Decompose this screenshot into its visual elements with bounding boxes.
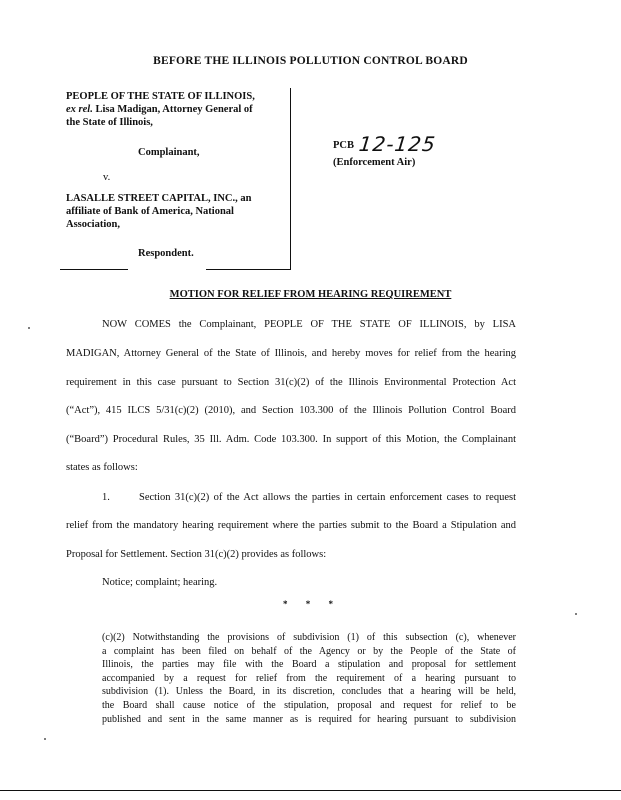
case-number-handwritten: 12-125 <box>357 132 438 156</box>
caption-divider-vertical <box>290 88 291 270</box>
complainant-name: PEOPLE OF THE STATE OF ILLINOIS, <box>66 91 255 102</box>
page-bottom-rule <box>0 790 621 791</box>
intro-line: (“Act”), 415 ILCS 5/31(c)(2) (2010), and Section 103.300 of the Illinois Pollution Control Board <box>66 405 516 416</box>
complainant-role: Complainant, <box>138 147 200 158</box>
case-prefix: PCB <box>333 140 354 151</box>
quote-line: accompanied by a request for relief from the requirement of a hearing pursuant to <box>102 672 516 684</box>
paragraph-line: Proposal for Settlement. Section 31(c)(2) provides as follows: <box>66 549 327 560</box>
caption-divider-right <box>206 269 290 270</box>
paragraph-number: 1. <box>102 492 110 503</box>
respondent-caption <box>66 192 286 231</box>
intro-line: requirement in this case pursuant to Section 31(c)(2) of the Illinois Environmental Protection Act <box>66 377 516 388</box>
ellipsis-stars: * * * <box>283 599 341 609</box>
intro-line: MADIGAN, Attorney General of the State of Illinois, and hereby moves for relief from the hearing <box>66 348 516 359</box>
intro-line: (“Board”) Procedural Rules, 35 Ill. Adm. Code 103.300. In support of this Motion, the Complainant <box>66 434 516 445</box>
respondent-role: Respondent. <box>138 248 194 259</box>
ex-rel-name: Lisa Madigan, Attorney General of <box>92 104 253 115</box>
motion-title: MOTION FOR RELIEF FROM HEARING REQUIREMENT <box>169 289 452 300</box>
complainant-relation <box>66 103 284 116</box>
complainant-state: the State of Illinois, <box>66 117 153 128</box>
ex-rel-text: ex rel. <box>66 104 93 115</box>
quote-line: subdivision (1). Unless the Board, in its discretion, concludes that a hearing will be held, <box>102 686 516 698</box>
caption-divider-left <box>60 269 128 270</box>
case-type: (Enforcement Air) <box>333 157 416 168</box>
scan-speck <box>575 613 577 615</box>
intro-line: NOW COMES the Complainant, PEOPLE OF THE STATE OF ILLINOIS, by LISA <box>102 319 516 330</box>
respondent-name-line3: Association, <box>66 219 120 230</box>
complainant-caption <box>66 90 284 129</box>
paragraph-line: Section 31(c)(2) of the Act allows the parties in certain enforcement cases to request <box>139 492 516 503</box>
quote-line: the Board shall cause notice of the stipulation, proposal and request for relief to be <box>102 699 516 711</box>
quote-line: a complaint has been filed on behalf of the Agency or by the People of the State of <box>102 645 516 657</box>
notice-heading: Notice; complaint; hearing. <box>102 577 218 588</box>
intro-line: states as follows: <box>66 462 138 473</box>
scan-speck <box>28 327 30 329</box>
scan-speck <box>44 738 46 740</box>
respondent-name-line2: affiliate of Bank of America, National <box>66 206 234 217</box>
quote-line: (c)(2) Notwithstanding the provisions of subdivision (1) of this subsection (c), whenever <box>102 632 516 643</box>
board-title: BEFORE THE ILLINOIS POLLUTION CONTROL BOARD <box>153 55 468 67</box>
paragraph-line: relief from the mandatory hearing requirement where the parties submit to the Board a Stipulation and <box>66 520 516 531</box>
statute-quote <box>102 631 516 726</box>
quote-line: published and sent in the same manner as is required for hearing pursuant to subdivision <box>102 713 516 725</box>
versus-label: v. <box>103 172 111 183</box>
quote-line: Illinois, the parties may file with the Board a stipulation and proposal for settlement <box>102 659 516 671</box>
respondent-name-line1: LASALLE STREET CAPITAL, INC., an <box>66 193 252 204</box>
